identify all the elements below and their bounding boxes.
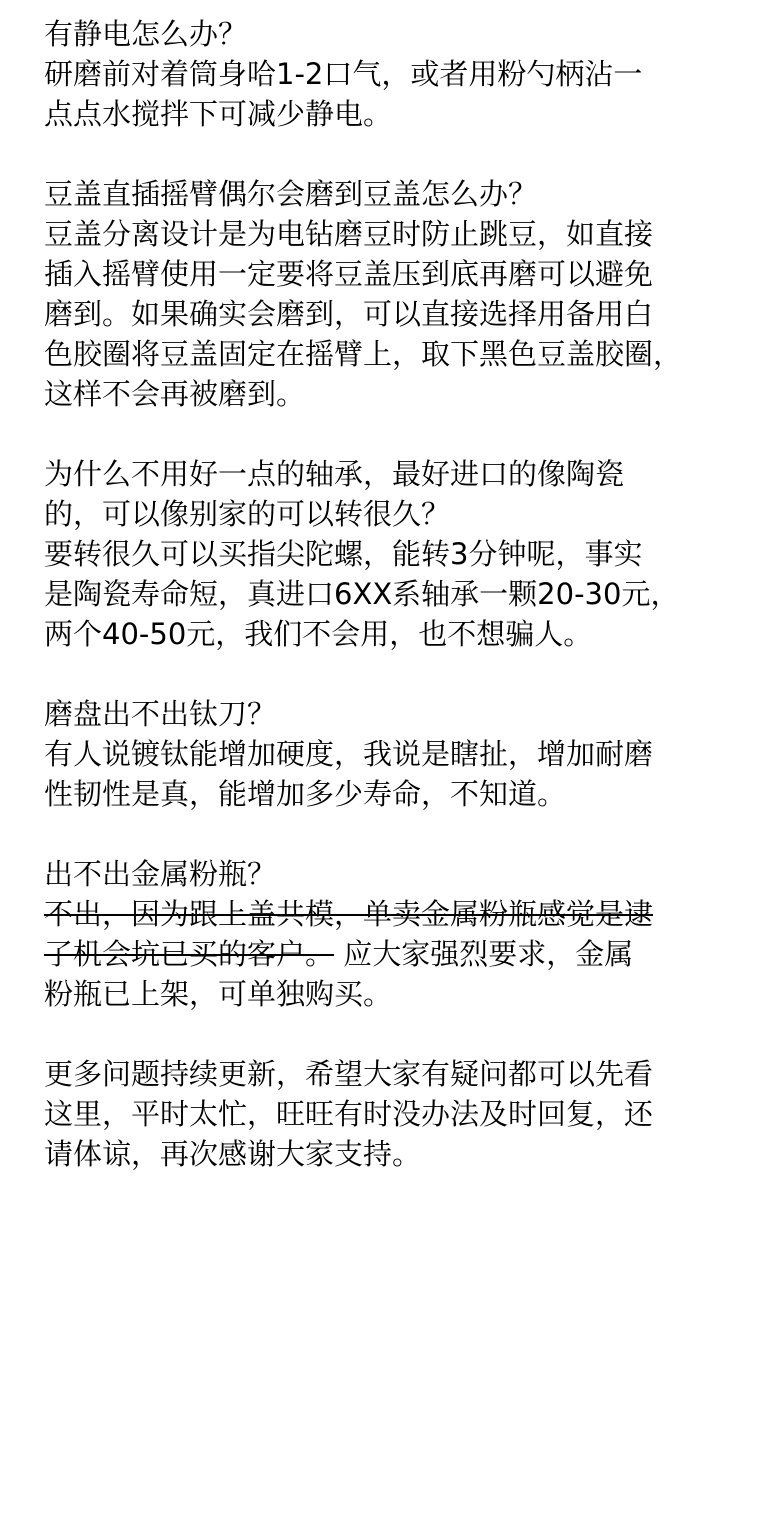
closing-note — [44, 1054, 744, 1174]
faq-question: 的，可以像别家的可以转很久？ — [44, 497, 451, 531]
faq-question: 出不出金属粉瓶？ — [44, 857, 277, 891]
faq-answer-line: 要转很久可以买指尖陀螺，能转3分钟呢，事实 — [44, 537, 643, 571]
struck-text: 不出，因为跟上盖共模，单卖金属粉瓶感觉是逮 — [44, 897, 654, 931]
faq-answer-line: 色胶圈将豆盖固定在摇臂上，取下黑色豆盖胶圈， — [44, 337, 683, 371]
closing-line: 请体谅，再次感谢大家支持。 — [44, 1137, 422, 1171]
faq-bearing — [44, 454, 744, 654]
update-text: 应大家强烈要求，金属 — [334, 937, 634, 971]
faq-bean-lid — [44, 174, 744, 414]
faq-answer-line: 点点水搅拌下可减少静电。 — [44, 97, 393, 131]
faq-question: 豆盖直插摇臂偶尔会磨到豆盖怎么办？ — [44, 177, 538, 211]
faq-answer-line: 这样不会再被磨到。 — [44, 377, 306, 411]
faq-answer-line: 磨到。如果确实会磨到，可以直接选择用备用白 — [44, 297, 654, 331]
closing-line: 这里，平时太忙，旺旺有时没办法及时回复，还 — [44, 1097, 654, 1131]
faq-answer-line: 性韧性是真，能增加多少寿命，不知道。 — [44, 777, 567, 811]
faq-answer-line: 研磨前对着筒身哈1-2口气，或者用粉勺柄沾一 — [44, 57, 643, 91]
faq-answer-line — [44, 894, 744, 934]
closing-line: 更多问题持续更新，希望大家有疑问都可以先看 — [44, 1057, 654, 1091]
faq-metal-powder-bottle — [44, 854, 744, 1014]
faq-question: 有静电怎么办？ — [44, 17, 248, 51]
faq-document — [44, 14, 744, 1214]
faq-answer-line: 粉瓶已上架，可单独购买。 — [44, 977, 393, 1011]
faq-question: 磨盘出不出钛刀？ — [44, 697, 277, 731]
faq-titanium-burr — [44, 694, 744, 814]
faq-answer-line: 插入摇臂使用一定要将豆盖压到底再磨可以避免 — [44, 257, 654, 291]
faq-question: 为什么不用好一点的轴承，最好进口的像陶瓷 — [44, 457, 625, 491]
faq-answer-line: 两个40-50元，我们不会用，也不想骗人。 — [44, 617, 593, 651]
faq-answer-line: 是陶瓷寿命短，真进口6XX系轴承一颗20-30元， — [44, 577, 680, 611]
faq-answer-line: 豆盖分离设计是为电钻磨豆时防止跳豆，如直接 — [44, 217, 654, 251]
struck-text: 了机会坑已买的客户。 — [44, 937, 335, 971]
faq-static-electricity — [44, 14, 744, 134]
faq-answer-line — [44, 934, 744, 974]
faq-answer-line: 有人说镀钛能增加硬度，我说是瞎扯，增加耐磨 — [44, 737, 654, 771]
